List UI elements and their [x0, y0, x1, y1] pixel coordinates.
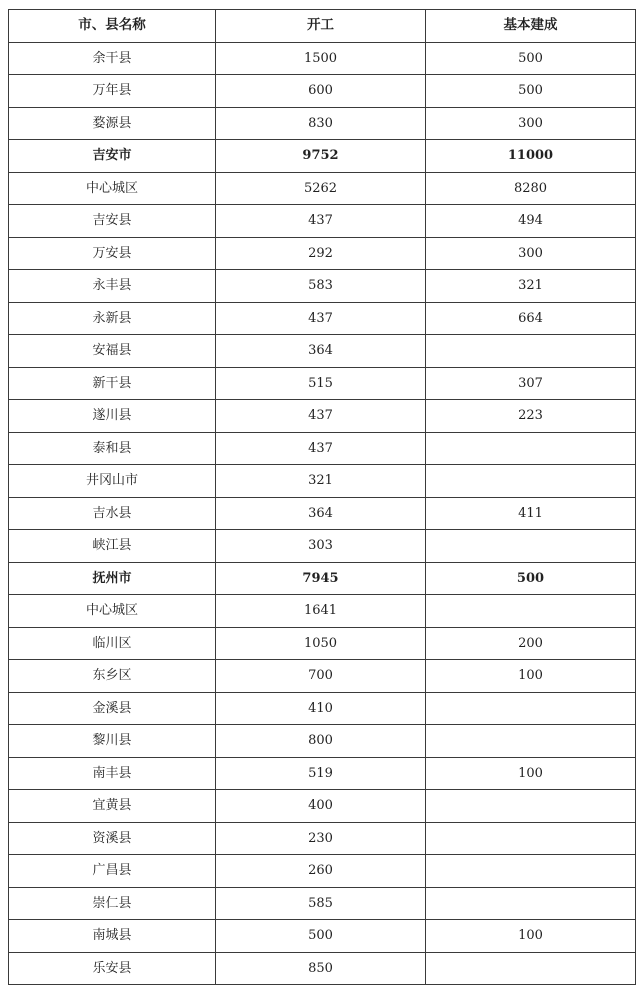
cell-done	[426, 530, 636, 563]
cell-start: 519	[216, 757, 426, 790]
table-body	[9, 42, 636, 985]
cell-start: 260	[216, 855, 426, 888]
cell-start: 364	[216, 335, 426, 368]
cell-name: 金溪县	[9, 692, 216, 725]
cell-start: 1641	[216, 595, 426, 628]
cell-done	[426, 725, 636, 758]
table-row	[9, 952, 636, 985]
cell-done: 494	[426, 205, 636, 238]
housing-project-table	[8, 9, 636, 985]
header-done: 基本建成	[426, 10, 636, 43]
cell-name: 泰和县	[9, 432, 216, 465]
cell-name: 吉安县	[9, 205, 216, 238]
cell-done: 100	[426, 660, 636, 693]
cell-name: 永丰县	[9, 270, 216, 303]
cell-done	[426, 887, 636, 920]
cell-start: 600	[216, 75, 426, 108]
cell-done	[426, 822, 636, 855]
table-row	[9, 855, 636, 888]
table-row	[9, 237, 636, 270]
table-row	[9, 302, 636, 335]
cell-start: 700	[216, 660, 426, 693]
cell-done: 500	[426, 42, 636, 75]
cell-start: 437	[216, 432, 426, 465]
cell-start: 500	[216, 920, 426, 953]
cell-name: 资溪县	[9, 822, 216, 855]
table-row	[9, 562, 636, 595]
table-row	[9, 757, 636, 790]
table-row	[9, 400, 636, 433]
cell-name: 中心城区	[9, 595, 216, 628]
table-row	[9, 140, 636, 173]
table-row	[9, 42, 636, 75]
cell-start: 437	[216, 302, 426, 335]
cell-name: 南丰县	[9, 757, 216, 790]
table-row	[9, 790, 636, 823]
cell-done	[426, 465, 636, 498]
table-row	[9, 172, 636, 205]
table-row	[9, 920, 636, 953]
cell-name: 井冈山市	[9, 465, 216, 498]
cell-done: 100	[426, 757, 636, 790]
cell-start: 800	[216, 725, 426, 758]
cell-start: 437	[216, 205, 426, 238]
table-row	[9, 205, 636, 238]
data-table-container	[8, 9, 636, 985]
table-row	[9, 75, 636, 108]
cell-start: 292	[216, 237, 426, 270]
cell-name: 宜黄县	[9, 790, 216, 823]
cell-name: 永新县	[9, 302, 216, 335]
cell-done: 8280	[426, 172, 636, 205]
cell-start: 437	[216, 400, 426, 433]
cell-done: 300	[426, 107, 636, 140]
cell-name: 崇仁县	[9, 887, 216, 920]
cell-done: 200	[426, 627, 636, 660]
table-row	[9, 432, 636, 465]
cell-start: 230	[216, 822, 426, 855]
cell-name: 黎川县	[9, 725, 216, 758]
table-row	[9, 367, 636, 400]
cell-name: 万年县	[9, 75, 216, 108]
cell-done: 321	[426, 270, 636, 303]
cell-name: 抚州市	[9, 562, 216, 595]
cell-start: 321	[216, 465, 426, 498]
cell-name: 余干县	[9, 42, 216, 75]
cell-start: 7945	[216, 562, 426, 595]
cell-start: 583	[216, 270, 426, 303]
table-row	[9, 627, 636, 660]
cell-start: 585	[216, 887, 426, 920]
cell-done	[426, 335, 636, 368]
cell-start: 1050	[216, 627, 426, 660]
table-row	[9, 497, 636, 530]
table-row	[9, 107, 636, 140]
table-row	[9, 660, 636, 693]
table-row	[9, 595, 636, 628]
table-row	[9, 887, 636, 920]
cell-done: 664	[426, 302, 636, 335]
cell-done	[426, 595, 636, 628]
table-row	[9, 270, 636, 303]
cell-done: 500	[426, 562, 636, 595]
cell-name: 新干县	[9, 367, 216, 400]
cell-done: 500	[426, 75, 636, 108]
cell-done: 307	[426, 367, 636, 400]
cell-name: 遂川县	[9, 400, 216, 433]
table-row	[9, 725, 636, 758]
table-row	[9, 530, 636, 563]
table-row	[9, 822, 636, 855]
cell-done	[426, 692, 636, 725]
cell-done	[426, 855, 636, 888]
header-name: 市、县名称	[9, 10, 216, 43]
cell-name: 广昌县	[9, 855, 216, 888]
cell-start: 9752	[216, 140, 426, 173]
cell-name: 南城县	[9, 920, 216, 953]
cell-start: 303	[216, 530, 426, 563]
cell-start: 5262	[216, 172, 426, 205]
cell-start: 515	[216, 367, 426, 400]
cell-done: 100	[426, 920, 636, 953]
cell-done: 411	[426, 497, 636, 530]
cell-name: 峡江县	[9, 530, 216, 563]
cell-done: 300	[426, 237, 636, 270]
cell-name: 婺源县	[9, 107, 216, 140]
cell-name: 安福县	[9, 335, 216, 368]
cell-done	[426, 952, 636, 985]
cell-name: 吉安市	[9, 140, 216, 173]
cell-done	[426, 432, 636, 465]
cell-name: 中心城区	[9, 172, 216, 205]
cell-start: 364	[216, 497, 426, 530]
table-row	[9, 335, 636, 368]
table-row	[9, 465, 636, 498]
table-row	[9, 692, 636, 725]
cell-start: 850	[216, 952, 426, 985]
cell-start: 1500	[216, 42, 426, 75]
cell-name: 吉水县	[9, 497, 216, 530]
cell-name: 乐安县	[9, 952, 216, 985]
cell-start: 410	[216, 692, 426, 725]
cell-name: 东乡区	[9, 660, 216, 693]
cell-done: 223	[426, 400, 636, 433]
cell-start: 400	[216, 790, 426, 823]
table-header-row	[9, 10, 636, 43]
cell-name: 临川区	[9, 627, 216, 660]
cell-done	[426, 790, 636, 823]
cell-name: 万安县	[9, 237, 216, 270]
cell-start: 830	[216, 107, 426, 140]
header-start: 开工	[216, 10, 426, 43]
cell-done: 11000	[426, 140, 636, 173]
